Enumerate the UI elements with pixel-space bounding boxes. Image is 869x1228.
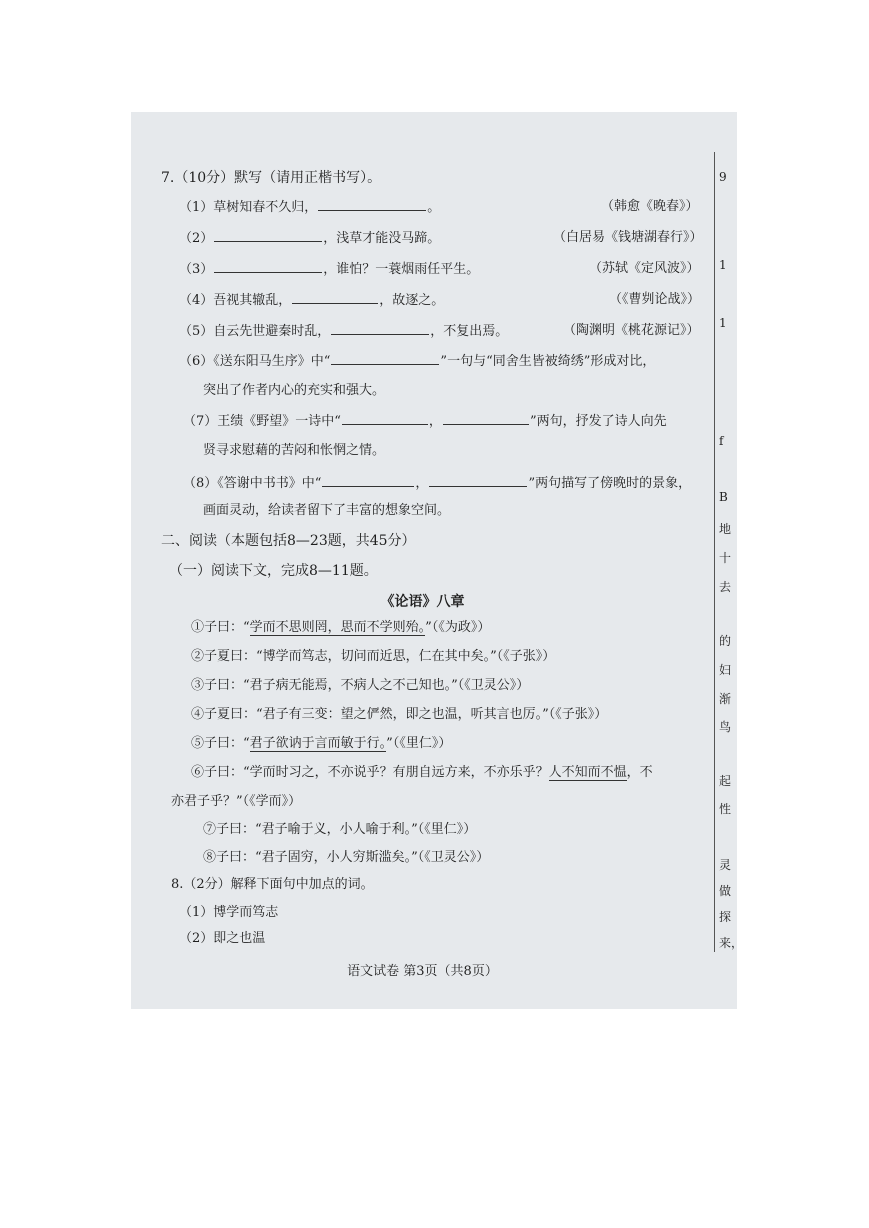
answer-blank[interactable]: [331, 322, 429, 335]
edge-char: 做: [719, 884, 732, 898]
answer-blank[interactable]: [214, 260, 322, 273]
exam-page: [131, 112, 744, 1009]
edge-char: B: [719, 490, 728, 504]
edge-char: 地: [719, 522, 732, 536]
part-1-heading: （一）阅读下文，完成8—11题。: [169, 563, 378, 579]
edge-char: 性: [719, 802, 732, 816]
answer-blank[interactable]: [342, 412, 428, 425]
q7-item-1-source: （韩愈《晚春》）: [601, 199, 699, 214]
answer-blank[interactable]: [214, 229, 322, 242]
q7-item-4: （4）吾视其辙乱， ，故逐之。: [179, 293, 445, 308]
edge-char: 来，: [719, 936, 744, 950]
edge-char: 9: [719, 170, 727, 184]
answer-blank[interactable]: [322, 474, 414, 487]
passage-chapter-8: ⑧子曰：“君子固穷，小人穷斯滥矣。”（《卫灵公》）: [203, 850, 490, 865]
passage-chapter-5: ⑤子曰：“君子欲讷于言而敏于行。”（《里仁》）: [191, 736, 452, 751]
question-8-title: 8.（2分）解释下面句中加点的词。: [171, 877, 374, 892]
answer-blank[interactable]: [331, 352, 439, 365]
passage-title: 《论语》八章: [380, 594, 465, 610]
edge-char: 1: [719, 258, 727, 272]
edge-char: 妇: [719, 663, 732, 677]
q7-item-5: （5）自云先世避秦时乱， ，不复出焉。: [179, 324, 509, 339]
edge-char: 渐: [719, 692, 732, 706]
q7-item-2: （2） ，浅草才能没马蹄。: [179, 231, 441, 246]
passage-chapter-2: ②子夏曰：“博学而笃志，切问而近思，仁在其中矣。”（《子张》）: [191, 649, 556, 664]
q7-item-8: （8）《答谢中书书》中“ ， ”两句描写了傍晚时的景象，: [183, 476, 692, 491]
q7-item-4-source: （《曹刿论战》）: [609, 292, 701, 307]
edge-char: f: [719, 434, 724, 448]
passage-chapter-3: ③子曰：“君子病无能焉，不病人之不己知也。”（《卫灵公》）: [191, 678, 530, 693]
page-footer: 语文试卷 第3页（共8页）: [347, 964, 498, 979]
answer-blank[interactable]: [318, 198, 426, 211]
q7-item-7-cont: 贤寻求慰藉的苦闷和怅惘之情。: [203, 443, 386, 458]
edge-char: 探: [719, 910, 732, 924]
edge-char: 鸟: [719, 720, 732, 734]
passage-chapter-6: ⑥子曰：“学而时习之，不亦说乎？有朋自远方来，不亦乐乎？人不知而不愠，不: [191, 765, 653, 780]
edge-char: 十: [719, 551, 732, 565]
passage-chapter-7: ⑦子曰：“君子喻于义，小人喻于利。”（《里仁》）: [203, 822, 477, 837]
question-7-title: 7.（10分）默写（请用正楷书写）。: [161, 170, 382, 186]
q7-item-3-source: （苏轼《定风波》）: [589, 261, 700, 276]
edge-char: 1: [719, 316, 727, 330]
q7-item-2-source: （白居易《钱塘湖春行》）: [553, 230, 703, 245]
edge-char: 灵: [719, 858, 732, 872]
q7-item-6-cont: 突出了作者内心的充实和强大。: [203, 383, 386, 398]
q7-item-3: （3） ，谁怕？一蓑烟雨任平生。: [179, 262, 480, 277]
q8-item-2: （2）即之也温: [179, 931, 266, 946]
answer-blank[interactable]: [443, 412, 529, 425]
answer-blank[interactable]: [292, 291, 378, 304]
q7-item-7: （7）王绩《野望》一诗中“ ， ”两句，抒发了诗人向先: [183, 414, 667, 429]
q7-item-1: （1）草树知春不久归， 。: [179, 200, 441, 215]
section-2-heading: 二、阅读（本题包括8—23题，共45分）: [161, 533, 416, 549]
edge-char: 的: [719, 634, 732, 648]
q7-item-5-source: （陶渊明《桃花源记》）: [563, 323, 700, 338]
q7-item-6: （6）《送东阳马生序》中“ ”一句与“同舍生皆被绮绣”形成对比，: [179, 354, 656, 369]
answer-blank[interactable]: [429, 474, 527, 487]
passage-chapter-1: ①子曰：“学而不思则罔，思而不学则殆。”（《为政》）: [191, 620, 491, 635]
q7-item-8-cont: 画面灵动，给读者留下了丰富的想象空间。: [203, 503, 451, 518]
column-divider: [714, 152, 715, 952]
edge-char: 去: [719, 580, 732, 594]
passage-chapter-4: ④子夏曰：“君子有三变：望之俨然，即之也温，听其言也厉。”（《子张》）: [191, 707, 608, 722]
passage-chapter-6-cont: 亦君子乎？”（《学而》）: [171, 794, 302, 809]
edge-char: 起: [719, 774, 732, 788]
q8-item-1: （1）博学而笃志: [179, 905, 279, 920]
